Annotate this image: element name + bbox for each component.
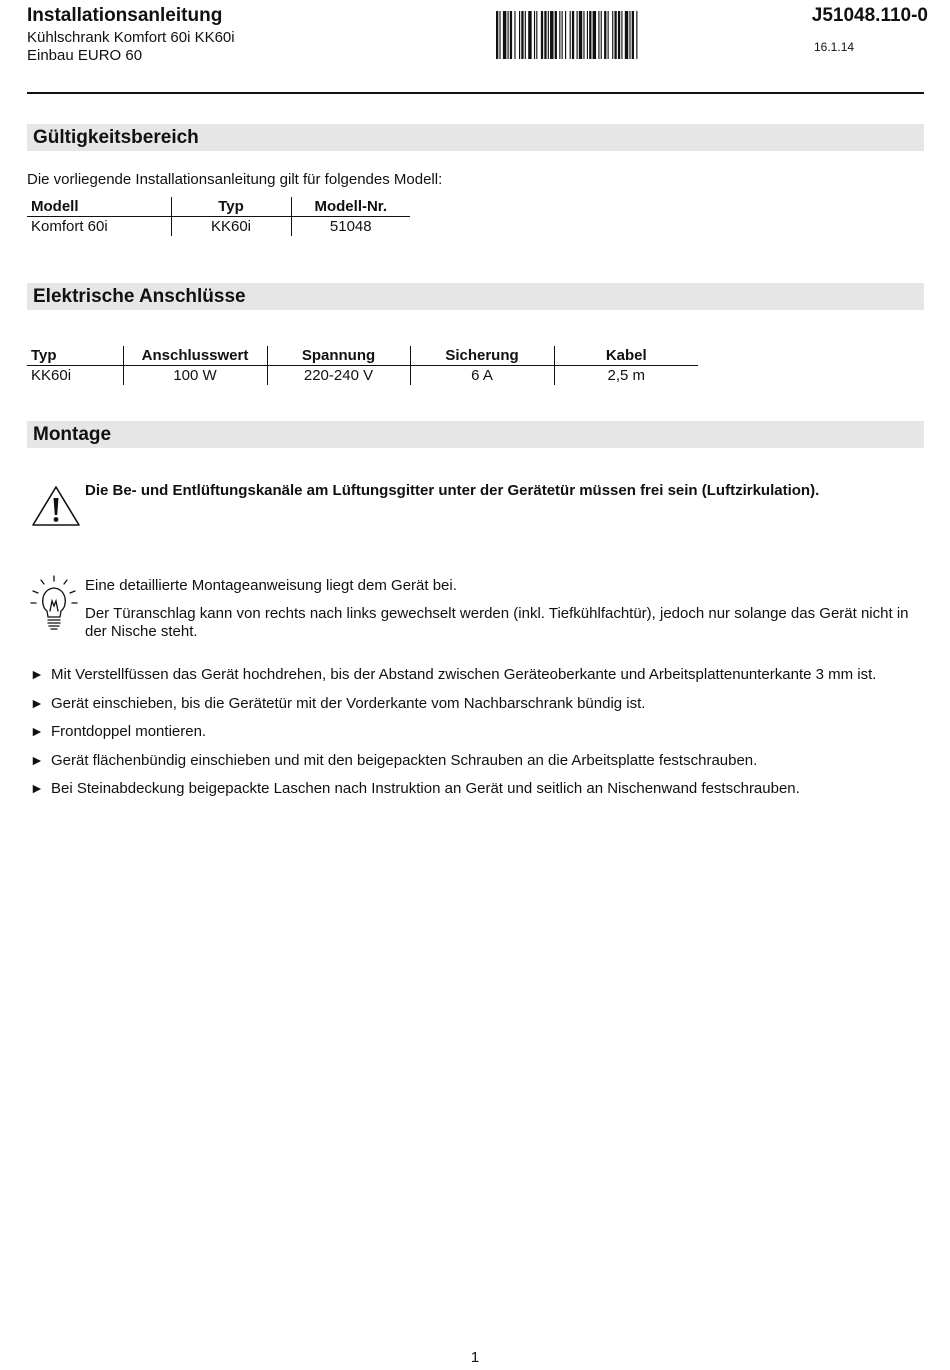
voltage-col-header: Spannung [267,346,410,366]
step-arrow-icon: ► [30,695,44,711]
lightbulb-icon [30,575,78,633]
warning-triangle-icon [30,484,82,528]
step-arrow-icon: ► [30,666,44,682]
model-table-header-row [27,197,410,217]
ventilation-warning: Die Be- und Entlüftungskanäle am Lüftungsgitter unter der Gerätetür müssen frei sein (Luftzirkulation). [85,482,820,499]
fuse-cell: 6 A [410,366,554,386]
model-number-cell: 51048 [291,217,410,237]
step-arrow-icon: ► [30,780,44,796]
cable-col-header: Kabel [554,346,698,366]
electrical-table-header-row [27,346,698,366]
type-cell: KK60i [171,217,291,237]
voltage-cell: 220-240 V [267,366,410,386]
tip-montage-instruction: Eine detaillierte Montageanweisung liegt dem Gerät bei. [85,577,457,594]
step-text: Mit Verstellfüssen das Gerät hochdrehen, bis der Abstand zwischen Geräteoberkante und Arbeitsplattenunterkante 3 mm ist. [51,666,877,683]
step-text: Gerät flächenbündig einschieben und mit den beigepackten Schrauben an die Arbeitsplatte festschrauben. [51,752,758,769]
barcode [496,11,716,59]
step-arrow-icon: ► [30,723,44,739]
scope-intro: Die vorliegende Installationsanleitung gilt für folgendes Modell: [27,171,443,188]
step-text: Gerät einschieben, bis die Gerätetür mit der Vorderkante vom Nachbarschrank bündig ist. [51,695,646,712]
type-col-header: Typ [171,197,291,217]
table-row [27,217,410,237]
header-divider [27,92,924,94]
step-arrow-icon: ► [30,752,44,768]
tip-door-hinge: Der Türanschlag kann von rechts nach links gewechselt werden (inkl. Tiefkühlfachtür), jedoch nur solange das Gerät nicht in der Nische steht. [85,605,909,640]
power-cell: 100 W [123,366,267,386]
fuse-col-header: Sicherung [410,346,554,366]
step-text: Bei Steinabdeckung beigepackte Laschen nach Instruktion an Gerät und seitlich an Nischenwand festschrauben. [51,780,800,797]
model-cell: Komfort 60i [31,218,108,235]
list-item [30,665,876,684]
table-row [27,366,698,386]
list-item [30,722,206,741]
installation-type: Einbau EURO 60 [27,47,143,64]
step-text: Frontdoppel montieren. [51,723,207,740]
document-title: Installationsanleitung [27,5,223,26]
product-name: Kühlschrank Komfort 60i KK60i [27,29,235,46]
list-item [30,779,800,798]
list-item [30,694,645,713]
page-number: 1 [470,1349,480,1366]
power-col-header: Anschlusswert [123,346,267,366]
scope-heading: Gültigkeitsbereich [27,124,924,151]
electrical-heading: Elektrische Anschlüsse [27,283,924,310]
document-date: 16.1.14 [814,40,855,54]
type-col-header: Typ [27,346,123,366]
model-number-col-header: Modell-Nr. [291,197,410,217]
model-table [27,197,410,236]
list-item [30,751,757,770]
cable-cell: 2,5 m [554,366,698,386]
montage-heading: Montage [27,421,924,448]
type-cell: KK60i [31,367,72,384]
document-number: J51048.110-0 [811,5,928,26]
electrical-table [27,346,698,385]
model-col-header: Modell [27,197,171,217]
